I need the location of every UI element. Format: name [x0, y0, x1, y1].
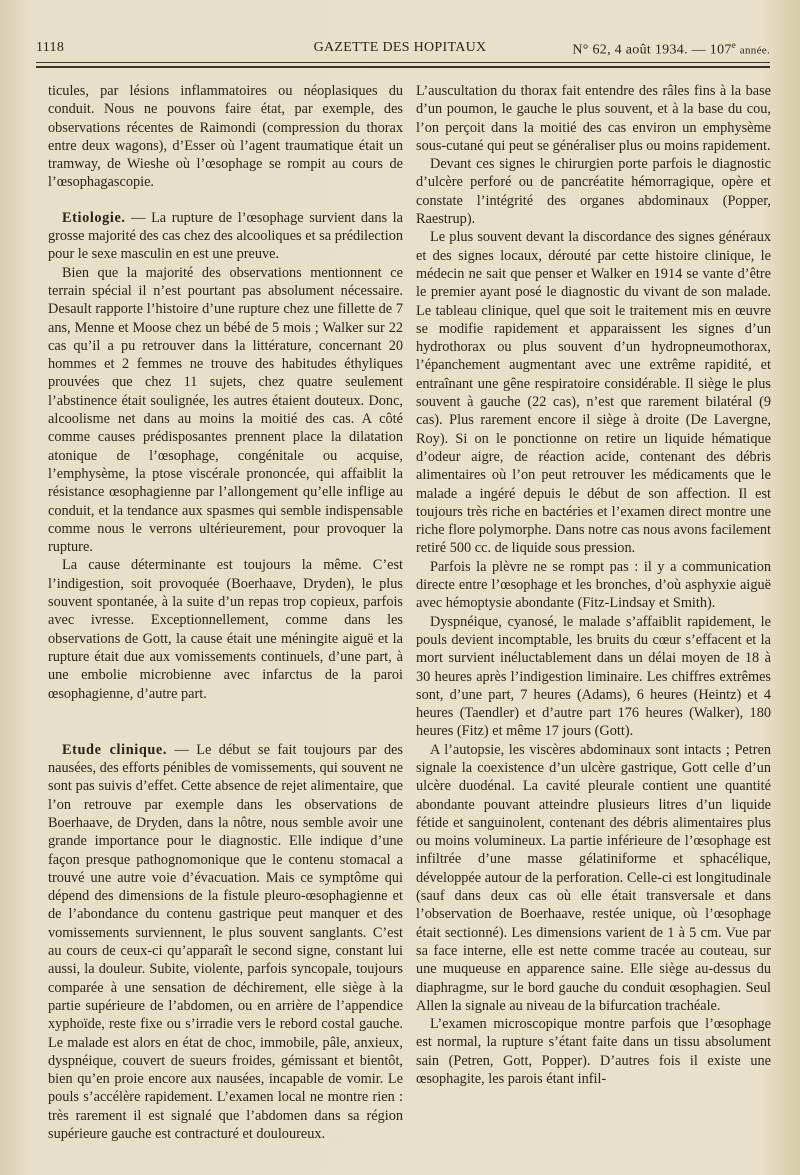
etude-clinique-heading: Etude clinique.: [62, 741, 168, 758]
right-column: [416, 82, 771, 1088]
left-paragraph-1: ticules, par lésions inflammatoires ou néoplasiques du conduit. Nous ne pouvons faire état, par exemple, des observations récentes de Raimondi (compression du thorax entre deux wagons), d’Esser où l’agent traumatique était un tramway, de Wieshe où l’œsophage se rompit au cours de l’œsophagascopie.: [48, 83, 403, 191]
page-number: 1118: [36, 40, 65, 55]
header-rule-thin: [36, 62, 770, 63]
page-header: [30, 40, 770, 64]
header-rule-thick: [36, 66, 770, 68]
left-column: [48, 82, 403, 1143]
etiologie-heading: Etiologie.: [62, 209, 126, 226]
right-paragraph-4: Parfois la plèvre ne se rompt pas : il y a communication directe entre l’œsophage et les bronches, d’où asphyxie aiguë avec hémoptysie abondante (Fitz-Lindsay et Smith).: [416, 558, 771, 612]
left-paragraph-3: Bien que la majorité des observations mentionnent ce terrain spécial il n’est pourtant pas absolument nécessaire. Desault rapporte l’histoire d’une rupture chez une fillette de 7 ans, Menne et Moose chez un bébé de 5 mois ; Walker sur 22 cas qu’il a pu retrouver dans la littérature, concernant 20 hommes et 2 femmes ne trouve des habitudes éthyliques prouvées que chez 11 sujets, chez quatre seulement l’abstinence était soulignée, les autres étaient douteux. Donc, alcoolisme net dans au moins la moitié des cas. A côté comme causes prédisposantes prennent place la dilatation atonique de l’œsophage, congénitale ou acquise, l’emphysème, la ptose viscérale prononcée, qui affaiblit la résistance œsophagienne par l’allongement qu’elle inflige au conduit, et la tendance aux spasmes qui semble indispensable comme nous le verrons ultérieurement, pour provoquer la rupture.: [48, 264, 403, 556]
right-paragraph-7: L’examen microscopique montre parfois que l’œsophage est normal, la rupture s’étant faite dans un tissu absolument sain (Petren, Gott, Popper). D’autres fois il existe une œsophagite, les parois étant infil-: [416, 1016, 771, 1088]
etude-clinique-paragraph: [48, 741, 403, 1144]
right-paragraph-6: A l’autopsie, les viscères abdominaux sont intacts ; Petren signale la coexistence d’un ulcère gastrique, Gott celle d’un ulcère duodénal. La cavité pleurale contient une quantité abondante pouvant atteindre plusieurs litres d’un liquide fétide et sanguinolent, contenant des débris alimentaires plus ou moins volumineux. La partie inférieure de l’œsophage est infiltrée d’une masse gélatiniforme et sphacélique, développée autour de la perforation. Celle-ci est longitudinale (sauf dans deux cas où elle était transversale et dans l’observation de Boerhaave, restée unique, où l’œsophage était sectionné). Les dimensions varient de 1 à 5 cm. Vue par sa face interne, elle est nette comme tracée au couteau, sur une muqueuse en apparence saine. Elle siège au-dessus du diaphragme, sur le bord gauche du conduit œsophagien. Seul Allen la signale au niveau de la bifurcation trachéale.: [416, 741, 771, 1014]
journal-title: GAZETTE DES HOPITAUX: [313, 40, 487, 55]
right-paragraph-1: L’auscultation du thorax fait entendre des râles fins à la base d’un poumon, le gauche le plus souvent, et à la base du cou, l’on perçoit dans la moitié des cas environ un emphysème sous-cutané qui peut se généraliser plus ou moins rapidement.: [416, 83, 771, 154]
issue-main: N° 62, 4 août 1934. — 107: [572, 42, 732, 58]
right-paragraph-2: Devant ces signes le chirurgien porte parfois le diagnostic d’ulcère perforé ou de pancréatite hémorragique, opère et constate l’intégrité des organes abdominaux (Popper, Raestrup).: [416, 156, 771, 228]
left-paragraph-4: La cause déterminante est toujours la même. C’est l’indigestion, soit provoquée (Boerhaave, Dryden), le plus souvent spontanée, à la suite d’un repas trop copieux, parfois avec ivresse. Exceptionnellement, comme dans les observations de Gott, la cause était une méningite aiguë et la rupture était due aux vomissements continuels, d’une part, à une embolie microbienne avec infarctus de la paroi œsophagienne, d’autre part.: [48, 557, 403, 702]
right-paragraph-3: Le plus souvent devant la discordance des signes généraux et des signes locaux, dérouté par cette histoire clinique, le médecin ne sait que penser et Walker en 1914 se vante d’être le premier ayant posé le diagnostic du vivant de son malade. Le tableau clinique, quel que soit le traitement mis en œuvre se modifie rapidement et apparaissent les signes d’un hydrothorax ou plus souvent d’un hydropneumothorax, l’épanchement augmentant avec une extrême rapidité, et entraînant une gêne respiratoire considérable. Il siège le plus souvent à gauche (22 cas), n’est que rarement bilatéral (9 cas). Plus rarement encore il siège à droite (De Lavergne, Roy). Si on le ponctionne on retire un liquide hématique d’odeur aigre, de réaction acide, contenant des débris alimentaires où l’on peut retrouver les médicaments que le malade a ingéré depuis le début de son affection. Il est toujours très riche en bactéries et l’examen direct montre une riche flore polymorphe. Dans notre cas nous avons facilement retiré 500 cc. de liquide sous pression.: [416, 229, 771, 557]
etude-clinique-text: — Le début se fait toujours par des nausées, des efforts pénibles de vomissements, qui souvent ne sont pas suivis d’effet. Cette absence de rejet alimentaire, que l’on retrouve par exemple dans les observations de Boerhaave, de Dryden, dans la nôtre, nous semble avoir une grande importance pour le diagnostic. Elle indique d’une façon presque pathognomonique que le contenu stomacal a trouvé une autre voie d’évacuation. Mais ce symptôme qui dépend des dimensions de la fistule pleuro-œsophagienne et de l’abondance du contenu gastrique peut manquer et des vomissements surviennent, le plus souvent sanglants. C’est au cours de ceux-ci qu’apparaît le second signe, constant lui aussi, la douleur. Subite, violente, parfois syncopale, toujours comparée à une sensation de déchirement, elle siège à la partie supérieure de l’abdomen, ou en arrière de l’appendice xyphoïde, reste fixe ou s’irradie vers le rebord costal gauche. Le malade est alors en état de choc, immobile, pâle, anxieux, dyspnéique, couvert de sueurs froides, gémissant et bientôt, bien qu’en proie encore aux nausées, incapable de vomir. Le pouls s’accélère rapidement. L’examen local ne montre rien : très rarement il est signalé que l’abdomen dans sa région supérieure gauche est contracturé et douloureux.: [48, 741, 403, 1143]
right-paragraph-5: Dyspnéique, cyanosé, le malade s’affaiblit rapidement, le pouls devient incomptable, les bruits du cœur s’effacent et la mort survient inéluctablement dans un délai moyen de 18 à 30 heures après l’indigestion liminaire. Les chiffres extrêmes sont, d’une part, 7 heures (Adams), 6 heures (Heintz) et 4 heures (Taendler) et d’autre part 176 heures (Walker), 180 heures (Fitz) et même 17 jours (Gott).: [416, 613, 771, 740]
issue-suffix: année.: [739, 44, 770, 57]
issue-superscript: e: [731, 40, 736, 50]
issue-info: [572, 40, 770, 59]
etiologie-paragraph: [48, 209, 403, 264]
etiologie-text: — La rupture de l’œsophage survient dans la grosse majorité des cas chez des alcooliques et sa prédilection pour le sexe masculin en est une preuve.: [48, 209, 403, 263]
